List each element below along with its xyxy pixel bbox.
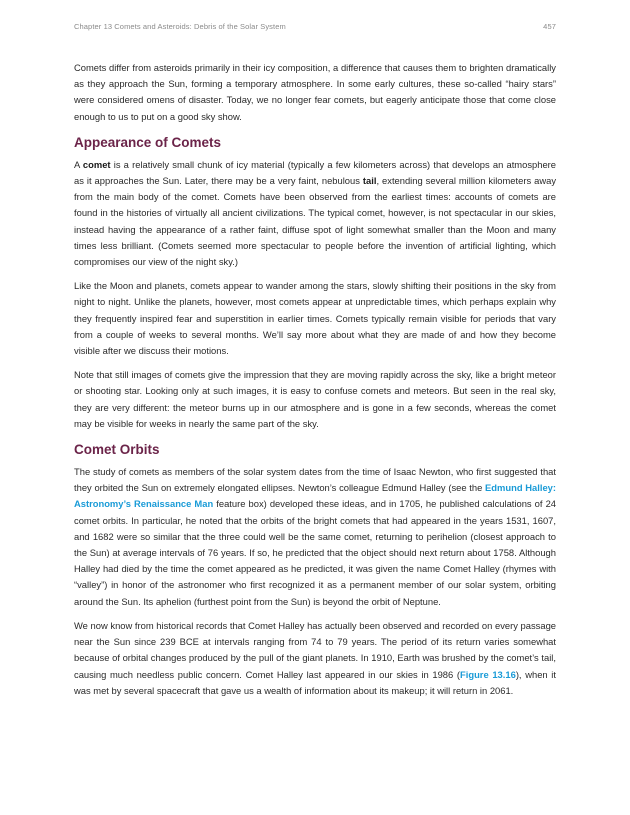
intro-paragraph: Comets differ from asteroids primarily in their icy composition, a difference that causes them to brighten dramatically as they approach the Sun, forming a temporary atmosphere. In some early cultures, these so-called “hairy stars” were considered omens of disaster. Today, we no longer fear comets, but eagerly anticipate those that come close enough to us to put on a good sky show. xyxy=(74,62,556,122)
text-span: A xyxy=(74,158,83,170)
key-term-comet: comet xyxy=(82,158,111,170)
text-span: , extending several million kilometers away from the main body of the comet. Comets have been observed from the earliest times: accounts of comets are found in the histories of virtually all ancient civilizations. The typical comet, however, is not spectacular in our skies, instead having the appearance of a rather faint, diffuse spot of light somewhat smaller than the Moon and many times less brilliant. (Comets seemed more spectacular to people before the invention of artificial lighting, which compromises our view of the night sky.) xyxy=(74,175,557,268)
paragraph-comet-vs-meteor: Note that still images of comets give the impression that they are moving rapidly across the sky, like a bright meteor or shooting star. Looking only at such images, it is easy to confuse comets and meteors. But seen in the real sky, they are very different: the meteor burns up in our atmosphere and is gone in a few seconds, whereas the comet may be visible for weeks in nearly the same part of the sky. xyxy=(74,369,556,429)
text-span: feature box) developed these ideas, and in 1705, he published calculations of 24 comet orbits. In particular, he noted that the orbits of the bright comets that had appeared in the years 1531, 1607, and 1682 were so similar that the three could well be the same comet, returning to perihelion (closest approach to the Sun) at average intervals of 76 years. If so, he predicted that the object should next return about 1758. Although Halley had died by the time the comet appeared as he predicted, it was given the name Comet Halley (rhymes with “valley”) in honor of the astronomer who first recognized it as a permanent member of our solar system, orbiting around the Sun. Its aphelion (furthest point from the Sun) is beyond the orbit of Neptune. xyxy=(74,498,556,607)
running-header xyxy=(74,22,556,31)
paragraph-comet-definition xyxy=(74,157,556,270)
paragraph-halley-records xyxy=(74,618,556,699)
chapter-title: Chapter 13 Comets and Asteroids: Debris of the Solar System xyxy=(74,22,286,31)
key-term-tail: tail xyxy=(362,175,377,187)
text-span: ), when it was met by several spacecraft that gave us a wealth of information about its makeup; it will return in 2061. xyxy=(74,668,556,696)
figure-link[interactable]: Figure 13.16 xyxy=(460,668,516,680)
section-heading-appearance: Appearance of Comets xyxy=(74,134,222,150)
text-span: is a relatively small chunk of icy material (typically a few kilometers across) that develops an atmosphere as it approaches the Sun. Later, there may be a very faint, nebulous xyxy=(74,158,556,187)
paragraph-comet-motion: Like the Moon and planets, comets appear to wander among the stars, slowly shifting their positions in the sky from night to night. Unlike the planets, however, most comets appear at unpredictable times, which perhaps explain why they frequently inspired fear and superstition in earlier times. Comets typically remain visible for periods that vary from a couple of weeks to several months. We’ll say more about what they are made of and how they become visible after we discuss their motions. xyxy=(74,280,556,357)
section-heading-orbits: Comet Orbits xyxy=(74,442,160,458)
page-content xyxy=(74,60,556,707)
text-span: We now know from historical records that Comet Halley has actually been observed and recorded on every passage near the Sun since 239 BCE at intervals ranging from 74 to 79 years. The period of its return varies somewhat because of orbital changes produced by the pull of the giant planets. In 1910, Earth was brushed by the comet’s tail, causing much needless public concern. Comet Halley last appeared in our skies in 1986 ( xyxy=(74,619,556,680)
text-span: The study of comets as members of the solar system dates from the time of Isaac Newton, who first suggested that they orbited the Sun on extremely elongated ellipses. Newton’s colleague Edmund Halley (see the xyxy=(74,466,556,494)
feature-box-link[interactable]: Edmund Halley: Astronomy’s Renaissance Man xyxy=(74,482,557,510)
page-number: 457 xyxy=(543,22,556,31)
paragraph-halley-history xyxy=(74,464,556,610)
